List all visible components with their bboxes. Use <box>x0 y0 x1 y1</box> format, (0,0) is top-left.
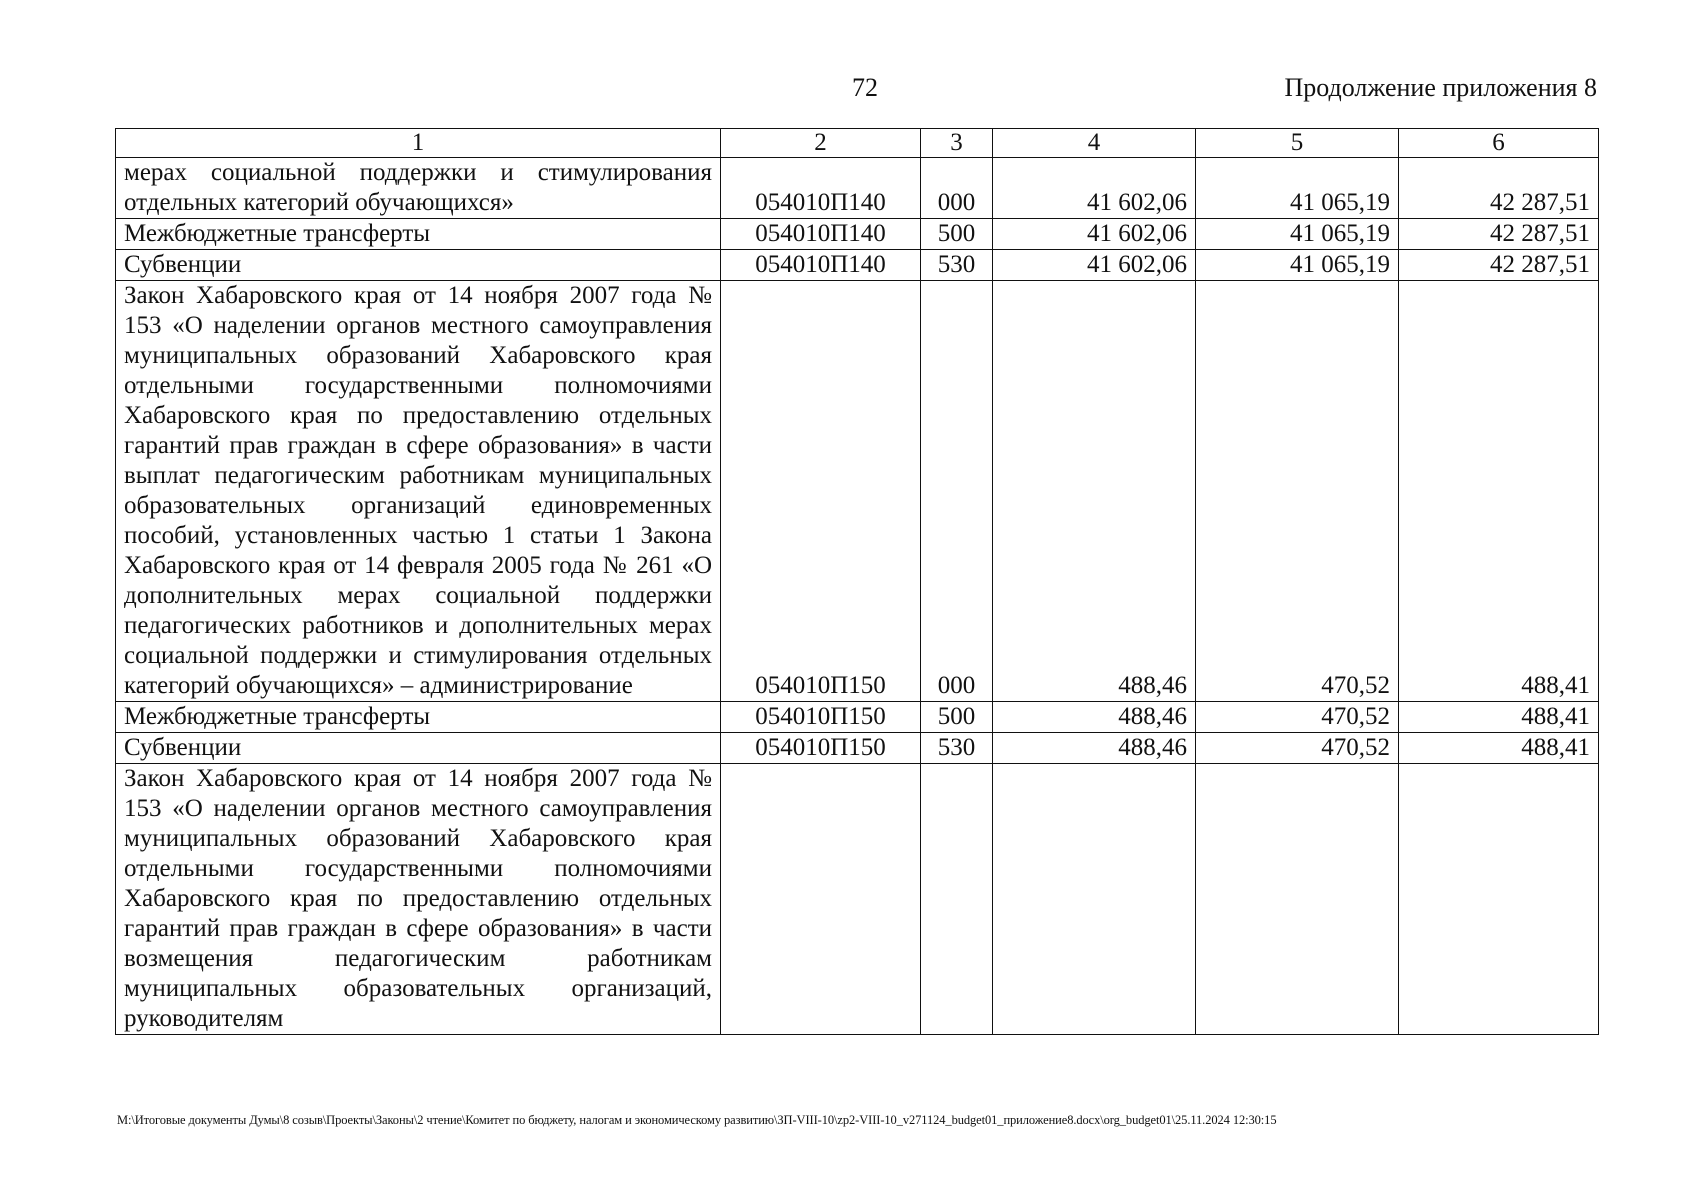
footer-file-path: M:\Итоговые документы Думы\8 созыв\Проекты\Законы\2 чтение\Комитет по бюджету, налогам и экономическому развитию\ЗП-VIII-10\zp2-VIII-10_v271124_budget01_приложение8.docx\org_budget01\25.11.2024 12:30:15 <box>117 1113 1277 1127</box>
page-number: 72 <box>852 73 878 102</box>
column-header: 5 <box>1196 129 1399 158</box>
row-code: 054010П150 <box>721 702 921 733</box>
row-expense-type: 500 <box>921 702 993 733</box>
table-row <box>116 764 1599 1035</box>
row-name: Субвенции <box>116 733 721 764</box>
row-value-1: 41 602,06 <box>993 158 1196 219</box>
row-value-2: 470,52 <box>1196 733 1399 764</box>
table-row <box>116 158 1599 219</box>
row-code <box>721 764 921 1035</box>
row-value-2: 41 065,19 <box>1196 250 1399 281</box>
table-row <box>116 219 1599 250</box>
row-name: мерах социальной поддержки и стимулирования отдельных категорий обучающихся» <box>116 158 721 219</box>
row-value-1: 488,46 <box>993 733 1196 764</box>
row-value-1: 41 602,06 <box>993 219 1196 250</box>
row-expense-type: 000 <box>921 158 993 219</box>
row-name: Межбюджетные трансферты <box>116 702 721 733</box>
row-name: Межбюджетные трансферты <box>116 219 721 250</box>
row-name: Субвенции <box>116 250 721 281</box>
row-value-2: 470,52 <box>1196 281 1399 702</box>
row-value-3: 488,41 <box>1399 702 1599 733</box>
row-value-1: 488,46 <box>993 702 1196 733</box>
row-code: 054010П140 <box>721 158 921 219</box>
row-value-3: 42 287,51 <box>1399 250 1599 281</box>
column-header: 1 <box>116 129 721 158</box>
row-expense-type: 530 <box>921 733 993 764</box>
row-value-2: 41 065,19 <box>1196 219 1399 250</box>
row-value-3: 42 287,51 <box>1399 219 1599 250</box>
table-row <box>116 702 1599 733</box>
row-value-1: 41 602,06 <box>993 250 1196 281</box>
row-value-2: 41 065,19 <box>1196 158 1399 219</box>
column-header: 3 <box>921 129 993 158</box>
row-code: 054010П150 <box>721 281 921 702</box>
row-value-2: 470,52 <box>1196 702 1399 733</box>
row-name: Закон Хабаровского края от 14 ноября 2007 года № 153 «О наделении органов местного самоуправления муниципальных образований Хабаровского края отдельными государственными полномочиями Хабаровского края по предоставлению отдельных гарантий прав граждан в сфере образования» в части возмещения педагогическим работникам муниципальных образовательных организаций, руководителям <box>116 764 721 1035</box>
row-expense-type <box>921 764 993 1035</box>
row-value-3: 488,41 <box>1399 281 1599 702</box>
row-value-3: 488,41 <box>1399 733 1599 764</box>
row-expense-type: 000 <box>921 281 993 702</box>
budget-table <box>115 128 1599 1035</box>
table-row <box>116 250 1599 281</box>
row-code: 054010П150 <box>721 733 921 764</box>
column-header: 6 <box>1399 129 1599 158</box>
row-value-2 <box>1196 764 1399 1035</box>
row-expense-type: 530 <box>921 250 993 281</box>
column-header: 2 <box>721 129 921 158</box>
row-value-3 <box>1399 764 1599 1035</box>
table-row <box>116 281 1599 702</box>
row-code: 054010П140 <box>721 250 921 281</box>
row-value-1 <box>993 764 1196 1035</box>
table-row <box>116 733 1599 764</box>
table-header-row <box>116 129 1599 158</box>
row-value-3: 42 287,51 <box>1399 158 1599 219</box>
row-name: Закон Хабаровского края от 14 ноября 2007 года № 153 «О наделении органов местного самоуправления муниципальных образований Хабаровского края отдельными государственными полномочиями Хабаровского края по предоставлению отдельных гарантий прав граждан в сфере образования» в части выплат педагогическим работникам муниципальных образовательных организаций единовременных пособий, установленных частью 1 статьи 1 Закона Хабаровского края от 14 февраля 2005 года № 261 «О дополнительных мерах социальной поддержки педагогических работников и дополнительных мерах социальной поддержки и стимулирования отдельных категорий обучающихся» – администрирование <box>116 281 721 702</box>
appendix-label: Продолжение приложения 8 <box>1284 73 1597 102</box>
row-code: 054010П140 <box>721 219 921 250</box>
column-header: 4 <box>993 129 1196 158</box>
row-expense-type: 500 <box>921 219 993 250</box>
row-value-1: 488,46 <box>993 281 1196 702</box>
